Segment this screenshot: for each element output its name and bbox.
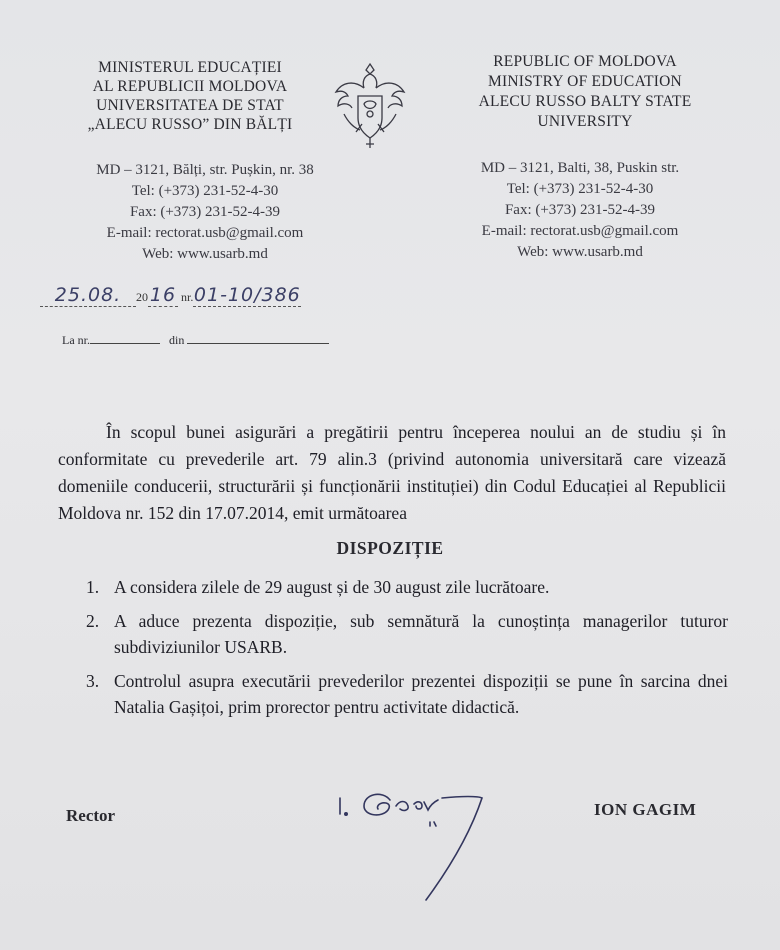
email-left: E-mail: rectorat.usb@gmail.com [106,225,304,241]
address-right: MD – 3121, Balti, 38, Puskin str. [480,160,680,176]
fax-left: Fax: (+373) 231-52-4-39 [129,204,281,220]
list-item-text: Controlul asupra executării prevederilor prezentei dispoziții se pune în sarcina dnei Natalia Gașițoi, prim prorector pentru activitate didactică. [114,671,728,717]
la-nr-label: La nr. [62,333,90,347]
disposition-list [86,574,728,728]
list-item-text: A considera zilele de 29 august și de 30 august zile lucrătoare. [114,577,550,597]
header-left-line1: MINISTERUL EDUCAȚIEI [98,59,282,76]
header-left-block [40,58,340,134]
din-blank [187,343,329,344]
address-left: MD – 3121, Bălți, str. Pușkin, nr. 38 [96,162,314,178]
document-title: DISPOZIȚIE [336,538,444,558]
web-right: Web: www.usarb.md [517,244,643,260]
list-item [86,608,728,660]
header-right-line2: MINISTRY OF EDUCATION [488,73,682,90]
header-right-line3: ALECU RUSSO BALTY STATE [478,93,692,110]
registration-year: 16 [149,284,177,306]
tel-right: Tel: (+373) 231-52-4-30 [506,181,654,197]
header-right-line4: UNIVERSITY [537,113,633,130]
coat-of-arms-icon [330,58,410,153]
registration-date: 25.08. [54,284,122,306]
tel-left: Tel: (+373) 231-52-4-30 [131,183,279,199]
din-label: din [169,333,185,347]
reference-line [62,333,329,348]
header-right-block [420,52,750,132]
rector-name: ION GAGIM [594,800,697,819]
list-item-number: 2. [86,611,100,631]
list-item [86,574,728,600]
email-right: E-mail: rectorat.usb@gmail.com [481,223,679,239]
preamble-text: În scopul bunei asigurări a pregătirii pentru începerea noului an de studiu și în conformitate cu prevederile art. 79 alin.3 (privind autonomia universitară care vizează domeniile conducerii, structurării și funcționării instituției) din Codul Educației al Republicii Moldova nr. 152 din 17.07.2014, emit următoarea [58,422,726,523]
header-left-line4: „ALECU RUSSO” DIN BĂLȚI [87,116,293,133]
rector-label: Rector [66,806,116,825]
header-left-line2: AL REPUBLICII MOLDOVA [92,78,288,95]
web-left: Web: www.usarb.md [142,246,268,262]
registration-line [40,284,340,310]
contacts-left [40,160,370,265]
header-right-line1: REPUBLIC OF MOLDOVA [493,53,677,70]
list-item-number: 3. [86,671,100,691]
la-nr-blank [90,343,160,344]
nr-label: nr. [181,290,194,304]
year-prefix: 20 [136,290,148,304]
handwritten-signature [330,778,500,908]
fax-right: Fax: (+373) 231-52-4-39 [504,202,656,218]
list-item-number: 1. [86,577,100,597]
body-paragraph [58,419,726,527]
list-item-text: A aduce prezenta dispoziție, sub semnătură la cunoștința managerilor tuturor subdiviziunilor USARB. [114,611,728,657]
header-left-line3: UNIVERSITATEA DE STAT [96,97,284,114]
contacts-right [420,158,740,263]
registration-number: 01-10/386 [193,284,301,306]
list-item [86,668,728,720]
